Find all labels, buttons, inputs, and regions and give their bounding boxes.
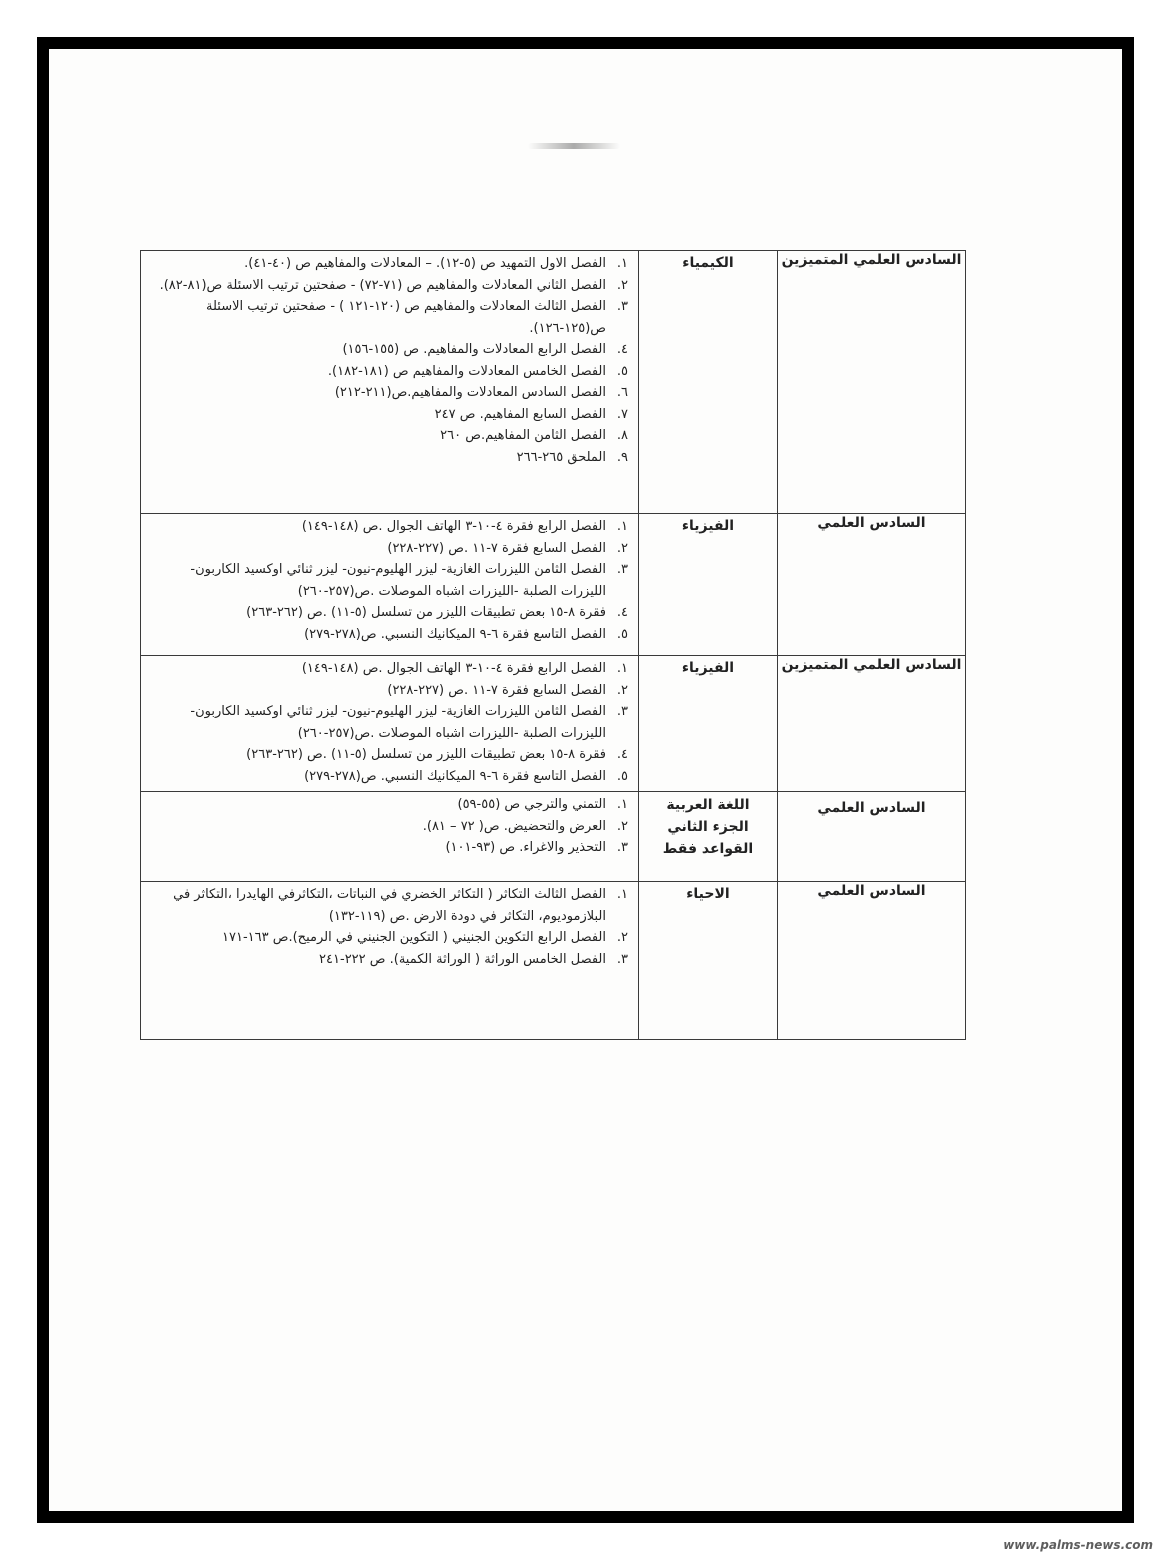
list-item (149, 624, 628, 646)
table-row (141, 656, 966, 792)
item-text: الفصل الثامن الليزرات الغازية- ليزر الهليوم-نيون- ليزر ثنائي اوكسيد الكاربون-الليزرات الصلبة -الليزرات اشباه الموصلات .ص(٢٥٧-٢٦٠) (190, 562, 606, 599)
list-item (149, 927, 628, 949)
list-item (149, 766, 628, 788)
item-text: الفصل الرابع فقرة ٤-١٠-٣ الهاتف الجوال .ص (١٤٨-١٤٩) (301, 519, 606, 534)
watermark-url: www.palms-news.com (1003, 1538, 1153, 1552)
item-text: الفصل الرابع التكوين الجنيني ( التكوين الجنيني في الرميح).ص ١٦٣-١٧١ (222, 930, 606, 945)
item-number: ٧. (616, 406, 628, 422)
subject-line: الجزء الثاني (667, 819, 749, 835)
item-text: فقرة ٨-١٥ بعض تطبيقات الليزر من تسلسل (٥-١١) .ص (٢٦٢-٢٦٣) (246, 747, 606, 762)
item-text: فقرة ٨-١٥ بعض تطبيقات الليزر من تسلسل (٥-١١) .ص (٢٦٢-٢٦٣) (246, 605, 606, 620)
list-item (149, 447, 628, 469)
item-number: ٤. (616, 747, 628, 762)
scan-smudge (528, 143, 620, 149)
item-number: ٢. (616, 682, 628, 698)
list-item (149, 701, 628, 744)
item-text: التمني والترجي ص (٥٥-٥٩) (457, 797, 606, 812)
subject-cell (639, 792, 778, 882)
list-item (149, 253, 628, 275)
chapter-list (149, 884, 628, 970)
list-item (149, 296, 628, 339)
item-number: ١. (616, 519, 628, 534)
item-number: ٣. (616, 951, 628, 967)
item-number: ٣. (616, 562, 628, 577)
item-number: ١. (616, 661, 628, 676)
content-cell (141, 882, 639, 1040)
stage-cell: السادس العلمي المتميزين (778, 251, 966, 514)
item-number: ٥. (616, 626, 628, 642)
list-item (149, 884, 628, 927)
item-text: الفصل التاسع فقرة ٦-٩ الميكانيك النسبي. ص(٢٧٨-٢٧٩) (304, 768, 606, 784)
list-item (149, 837, 628, 859)
content-cell (141, 656, 639, 792)
item-number: ٢. (616, 818, 628, 834)
item-number: ١. (616, 887, 628, 902)
item-number: ٣. (616, 840, 628, 855)
item-text: الفصل السابع فقرة ٧-١١ .ص (٢٢٧-٢٢٨) (387, 682, 606, 698)
list-item (149, 404, 628, 426)
item-number: ١. (616, 797, 628, 812)
item-text: الملحق ٢٦٥-٢٦٦ (516, 449, 606, 465)
chapter-list (149, 794, 628, 859)
item-text: الفصل الثاني المعادلات والمفاهيم ص (٧١-٧٢) - صفحتين ترتيب الاسئلة ص(٨١-٨٢). (159, 277, 606, 293)
table-row (141, 882, 966, 1040)
content-cell (141, 251, 639, 514)
item-number: ٢. (616, 930, 628, 945)
subject-cell: الفيزياء (639, 514, 778, 656)
item-number: ٤. (616, 605, 628, 620)
item-number: ٨. (616, 428, 628, 443)
subject-cell: الاحياء (639, 882, 778, 1040)
item-number: ٢. (616, 540, 628, 556)
list-item (149, 516, 628, 538)
item-number: ٥. (616, 768, 628, 784)
chapter-list (149, 516, 628, 645)
item-number: ٣. (616, 704, 628, 719)
item-text: الفصل الثالث المعادلات والمفاهيم ص (١٢٠-١٢١ ) - صفحتين ترتيب الاسئلة ص(١٢٥-١٢٦). (206, 299, 606, 336)
item-text: الفصل الخامس المعادلات والمفاهيم ص (١٨١-١٨٢). (327, 363, 606, 379)
item-text: الفصل الثامن المفاهيم.ص ٢٦٠ (440, 428, 606, 443)
item-text: الفصل الاول التمهيد ص (٥-١٢). – المعادلات والمفاهيم ص (٤٠-٤١). (244, 256, 606, 271)
list-item (149, 602, 628, 624)
subject-cell: الكيمياء (639, 251, 778, 514)
item-number: ١. (616, 256, 628, 271)
stage-cell: السادس العلمي (778, 514, 966, 656)
content-cell (141, 792, 639, 882)
syllabus-table (140, 250, 966, 1040)
list-item (149, 275, 628, 297)
item-number: ٥. (616, 363, 628, 379)
item-text: الفصل السابع المفاهيم. ص ٢٤٧ (434, 406, 606, 422)
content-cell (141, 514, 639, 656)
table-row (141, 792, 966, 882)
list-item (149, 658, 628, 680)
list-item (149, 361, 628, 383)
item-text: العرض والتحضيض. ص( ٧٢ – ٨١). (422, 818, 606, 834)
list-item (149, 816, 628, 838)
subject-line: القواعد فقط (662, 841, 754, 857)
list-item (149, 744, 628, 766)
item-number: ٩. (616, 449, 628, 465)
list-item (149, 794, 628, 816)
chapter-list (149, 253, 628, 468)
item-text: التحذير والاغراء. ص (٩٣-١٠١) (445, 840, 606, 855)
item-text: الفصل التاسع فقرة ٦-٩ الميكانيك النسبي. ص(٢٧٨-٢٧٩) (304, 626, 606, 642)
item-text: الفصل السادس المعادلات والمفاهيم.ص(٢١١-٢١٢) (334, 385, 606, 400)
list-item (149, 559, 628, 602)
stage-cell: السادس العلمي (778, 882, 966, 1040)
item-text: الفصل السابع فقرة ٧-١١ .ص (٢٢٧-٢٢٨) (387, 540, 606, 556)
list-item (149, 425, 628, 447)
list-item (149, 538, 628, 560)
item-text: الفصل الثامن الليزرات الغازية- ليزر الهليوم-نيون- ليزر ثنائي اوكسيد الكاربون-الليزرات الصلبة -الليزرات اشباه الموصلات .ص(٢٥٧-٢٦٠) (190, 704, 606, 741)
item-text: الفصل الرابع فقرة ٤-١٠-٣ الهاتف الجوال .ص (١٤٨-١٤٩) (301, 661, 606, 676)
list-item (149, 339, 628, 361)
list-item (149, 382, 628, 404)
list-item (149, 680, 628, 702)
stage-cell: السادس العلمي (778, 792, 966, 882)
subject-cell: الفيزياء (639, 656, 778, 792)
item-text: الفصل الثالث التكاثر ( التكاثر الخضري في النباتات ،التكاثرفي الهايدرا ،التكاثر في البلازموديوم، التكاثر في دودة الارض .ص (١١٩-١٣٢) (173, 887, 606, 924)
item-number: ٦. (616, 385, 628, 400)
chapter-list (149, 658, 628, 787)
item-number: ٤. (616, 342, 628, 357)
list-item (149, 949, 628, 971)
item-number: ٢. (616, 277, 628, 293)
stage-cell: السادس العلمي المتميزين (778, 656, 966, 792)
subject-line: اللغة العربية (666, 797, 750, 813)
table-row (141, 514, 966, 656)
item-text: الفصل الخامس الوراثة ( الوراثة الكمية). ص ٢٢٢-٢٤١ (319, 951, 606, 967)
item-text: الفصل الرابع المعادلات والمفاهيم. ص (١٥٥-١٥٦) (342, 342, 606, 357)
table-row (141, 251, 966, 514)
item-number: ٣. (616, 299, 628, 314)
